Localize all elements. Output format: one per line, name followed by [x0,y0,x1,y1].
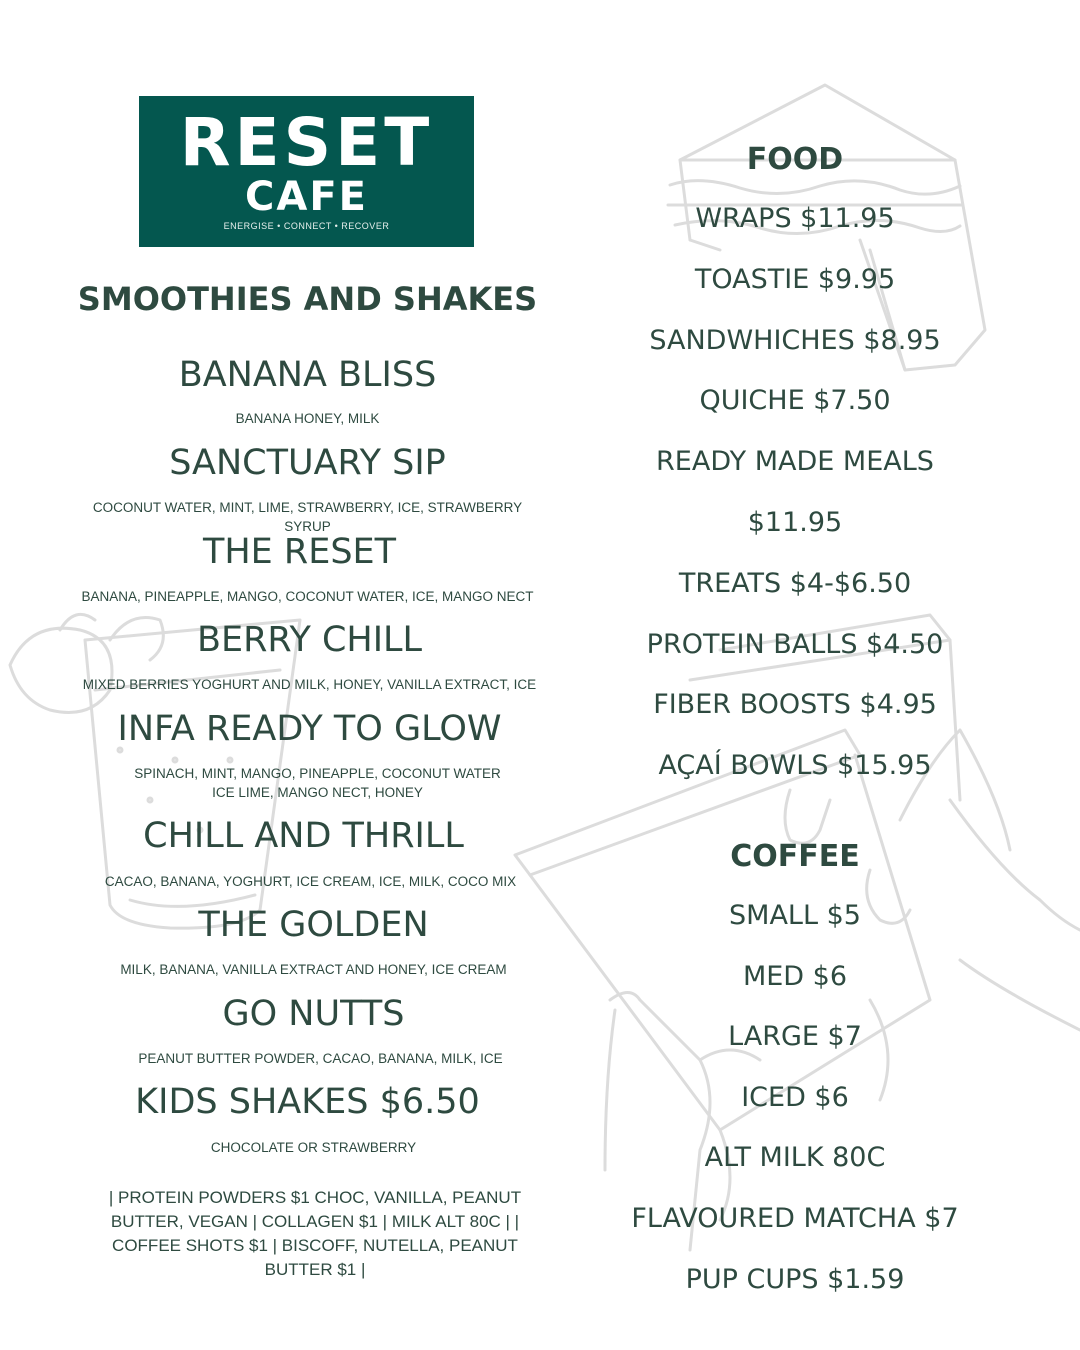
drink-name: THE RESET [202,532,397,572]
food-item: FIBER BOOSTS $4.95 [653,689,937,720]
extras-note: | PROTEIN POWDERS $1 CHOC, VANILLA, PEANUT BUTTER, VEGAN | COLLAGEN $1 | MILK ALT 80C | | COFFEE SHOTS $1 | BISCOFF, NUTELLA, PEANUT BUTTER $1 | [108,1188,522,1279]
food-heading: FOOD [746,142,844,177]
drink-name: SANCTUARY SIP [169,443,446,483]
drink-name: THE GOLDEN [198,905,429,945]
drink-name: INFA READY TO GLOW [117,709,502,749]
drink-description: BANANA HONEY, MILK [235,411,380,426]
coffee-item: ALT MILK 80C [704,1142,886,1173]
food-item: WRAPS $11.95 [695,203,895,234]
cafe-logo [139,96,474,247]
coffee-item: ICED $6 [741,1082,849,1113]
drink-name: CHILL AND THRILL [143,816,464,856]
coffee-item: PUP CUPS $1.59 [685,1264,905,1295]
drink-name: GO NUTTS [222,994,405,1034]
coffee-item: LARGE $7 [728,1021,862,1052]
coffee-heading: COFFEE [730,839,860,874]
smoothies-heading: SMOOTHIES AND SHAKES [77,280,538,318]
drink-description: BANANA, PINEAPPLE, MANGO, COCONUT WATER, ICE, MANGO NECT [81,589,534,604]
coffee-item: FLAVOURED MATCHA $7 [631,1203,959,1234]
drink-description: MIXED BERRIES YOGHURT AND MILK, HONEY, VANILLA EXTRACT, ICE [82,677,537,692]
drink-name: KIDS SHAKES $6.50 [135,1082,480,1122]
drink-description: CACAO, BANANA, YOGHURT, ICE CREAM, ICE, MILK, COCO MIX [104,874,517,889]
drink-description: PEANUT BUTTER POWDER, CACAO, BANANA, MILK, ICE [138,1051,503,1066]
food-item: $11.95 [747,507,843,538]
food-item: AÇAÍ BOWLS $15.95 [658,750,932,781]
food-item: QUICHE $7.50 [699,385,891,416]
food-item: TOASTIE $9.95 [694,264,896,295]
food-item: TREATS $4-$6.50 [678,568,912,599]
food-item: PROTEIN BALLS $4.50 [646,629,944,660]
drink-name: BERRY CHILL [196,620,423,660]
drink-description: MILK, BANANA, VANILLA EXTRACT AND HONEY, ICE CREAM [120,962,507,977]
logo-subname: CAFE [245,174,368,220]
drink-name: BANANA BLISS [178,355,437,395]
coffee-item: MED $6 [742,961,848,992]
coffee-item: SMALL $5 [729,900,861,931]
food-item: READY MADE MEALS [656,446,934,477]
food-item: SANDWHICHES $8.95 [649,325,941,356]
drink-description: CHOCOLATE OR STRAWBERRY [210,1140,417,1155]
drink-description: COCONUT WATER, MINT, LIME, STRAWBERRY, ICE, STRAWBERRY SYRUP [92,500,523,534]
logo-name: RESET [179,104,434,181]
logo-tagline: ENERGISE • CONNECT • RECOVER [223,221,390,231]
drink-description: SPINACH, MINT, MANGO, PINEAPPLE, COCONUT WATER ICE LIME, MANGO NECT, HONEY [134,766,501,800]
